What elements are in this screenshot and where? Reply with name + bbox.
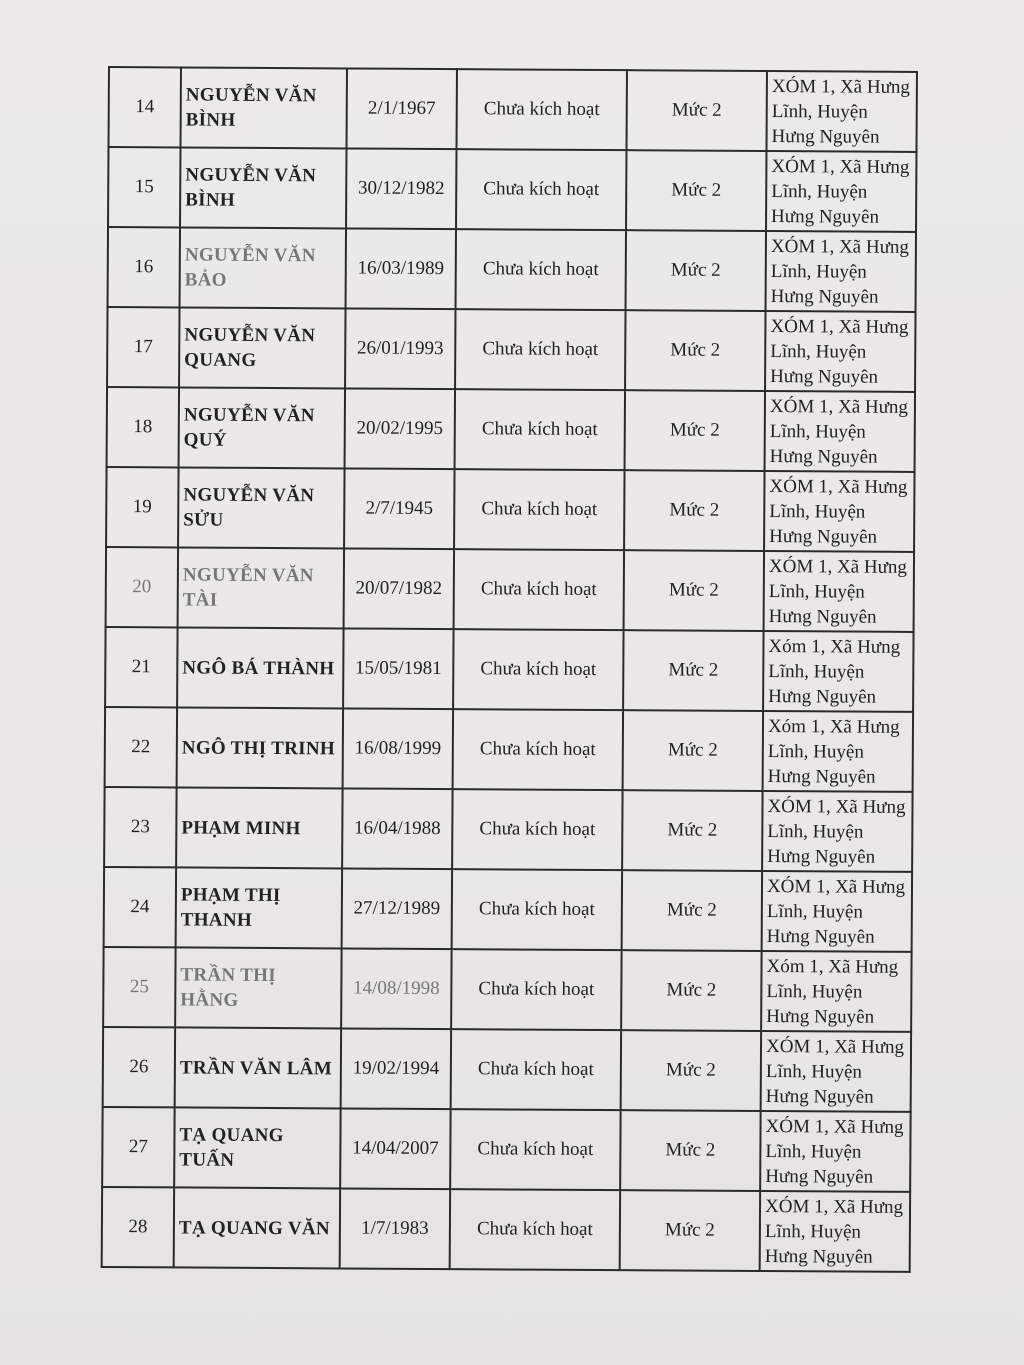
account-level: Mức 2 xyxy=(624,470,764,551)
table-row xyxy=(104,787,912,872)
row-number: 15 xyxy=(108,147,180,227)
citizen-table xyxy=(101,66,918,1273)
account-level: Mức 2 xyxy=(626,70,766,151)
activation-status: Chưa kích hoạt xyxy=(451,1029,621,1110)
address: XÓM 1, Xã Hưng Lĩnh, Huyện Hưng Nguyên xyxy=(766,151,916,232)
table-row xyxy=(103,947,911,1032)
activation-status: Chưa kích hoạt xyxy=(455,389,625,470)
full-name: TẠ QUANG TUẤN xyxy=(174,1107,340,1188)
account-level: Mức 2 xyxy=(621,1030,761,1111)
table-row xyxy=(107,387,915,472)
table-row xyxy=(106,467,914,552)
full-name: NGUYỄN VĂN TÀI xyxy=(178,547,344,628)
full-name: TRẦN THỊ HẰNG xyxy=(175,947,341,1028)
activation-status: Chưa kích hoạt xyxy=(450,1189,620,1270)
row-number: 28 xyxy=(102,1187,174,1267)
date-of-birth: 20/07/1982 xyxy=(344,548,454,629)
table-row xyxy=(102,1187,910,1272)
row-number: 19 xyxy=(106,467,178,547)
date-of-birth: 1/7/1983 xyxy=(340,1188,450,1269)
table-row xyxy=(108,147,916,232)
table-row xyxy=(105,627,913,712)
activation-status: Chưa kích hoạt xyxy=(452,869,622,950)
address: XÓM 1, Xã Hưng Lĩnh, Huyện Hưng Nguyên xyxy=(765,391,915,472)
account-level: Mức 2 xyxy=(625,390,765,471)
row-number: 14 xyxy=(109,67,181,147)
address: XÓM 1, Xã Hưng Lĩnh, Huyện Hưng Nguyên xyxy=(766,231,916,312)
full-name: NGUYỄN VĂN BÌNH xyxy=(181,67,347,148)
full-name: NGÔ THỊ TRINH xyxy=(177,707,343,788)
activation-status: Chưa kích hoạt xyxy=(456,229,626,310)
full-name: TRẦN VĂN LÂM xyxy=(175,1027,341,1108)
activation-status: Chưa kích hoạt xyxy=(454,549,624,630)
row-number: 26 xyxy=(103,1027,175,1107)
date-of-birth: 14/08/1998 xyxy=(341,948,451,1029)
activation-status: Chưa kích hoạt xyxy=(451,949,621,1030)
activation-status: Chưa kích hoạt xyxy=(453,709,623,790)
full-name: NGUYỄN VĂN QUÝ xyxy=(179,387,345,468)
date-of-birth: 16/08/1999 xyxy=(343,708,453,789)
row-number: 24 xyxy=(104,867,176,947)
full-name: NGÔ BÁ THÀNH xyxy=(177,627,343,708)
date-of-birth: 27/12/1989 xyxy=(342,868,452,949)
full-name: NGUYỄN VĂN SỬU xyxy=(178,467,344,548)
date-of-birth: 16/03/1989 xyxy=(346,228,456,309)
date-of-birth: 16/04/1988 xyxy=(342,788,452,869)
date-of-birth: 14/04/2007 xyxy=(340,1108,450,1189)
activation-status: Chưa kích hoạt xyxy=(456,69,626,150)
table-row xyxy=(107,307,915,392)
account-level: Mức 2 xyxy=(621,950,761,1031)
account-level: Mức 2 xyxy=(626,150,766,231)
address: XÓM 1, Xã Hưng Lĩnh, Huyện Hưng Nguyên xyxy=(762,871,912,952)
table-row xyxy=(103,1027,911,1112)
full-name: PHẠM THỊ THANH xyxy=(176,867,342,948)
account-level: Mức 2 xyxy=(620,1190,760,1271)
row-number: 21 xyxy=(105,627,177,707)
address: Xóm 1, Xã Hưng Lĩnh, Huyện Hưng Nguyên xyxy=(761,951,911,1032)
activation-status: Chưa kích hoạt xyxy=(453,629,623,710)
account-level: Mức 2 xyxy=(620,1110,760,1191)
row-number: 23 xyxy=(104,787,176,867)
row-number: 25 xyxy=(103,947,175,1027)
activation-status: Chưa kích hoạt xyxy=(454,469,624,550)
row-number: 27 xyxy=(102,1107,174,1187)
table-row xyxy=(105,707,913,792)
activation-status: Chưa kích hoạt xyxy=(452,789,622,870)
account-level: Mức 2 xyxy=(622,790,762,871)
full-name: NGUYỄN VĂN BÌNH xyxy=(180,147,346,228)
account-level: Mức 2 xyxy=(623,630,763,711)
address: XÓM 1, Xã Hưng Lĩnh, Huyện Hưng Nguyên xyxy=(764,471,914,552)
full-name: NGUYỄN VĂN QUANG xyxy=(179,307,345,388)
activation-status: Chưa kích hoạt xyxy=(456,149,626,230)
table-row xyxy=(102,1107,910,1192)
address: Xóm 1, Xã Hưng Lĩnh, Huyện Hưng Nguyên xyxy=(763,631,913,712)
row-number: 16 xyxy=(108,227,180,307)
activation-status: Chưa kích hoạt xyxy=(455,309,625,390)
account-level: Mức 2 xyxy=(625,310,765,391)
full-name: TẠ QUANG VĂN xyxy=(174,1187,340,1268)
citizen-list-sheet xyxy=(101,66,918,1273)
row-number: 20 xyxy=(106,547,178,627)
account-level: Mức 2 xyxy=(624,550,764,631)
full-name: NGUYỄN VĂN BẢO xyxy=(180,227,346,308)
account-level: Mức 2 xyxy=(626,230,766,311)
address: XÓM 1, Xã Hưng Lĩnh, Huyện Hưng Nguyên xyxy=(765,311,915,392)
address: XÓM 1, Xã Hưng Lĩnh, Huyện Hưng Nguyên xyxy=(766,71,916,152)
activation-status: Chưa kích hoạt xyxy=(450,1109,620,1190)
date-of-birth: 20/02/1995 xyxy=(345,388,455,469)
date-of-birth: 19/02/1994 xyxy=(341,1028,451,1109)
address: Xóm 1, Xã Hưng Lĩnh, Huyện Hưng Nguyên xyxy=(763,711,913,792)
date-of-birth: 30/12/1982 xyxy=(346,148,456,229)
address: XÓM 1, Xã Hưng Lĩnh, Huyện Hưng Nguyên xyxy=(761,1031,911,1112)
table-row xyxy=(106,547,914,632)
date-of-birth: 2/7/1945 xyxy=(344,468,454,549)
date-of-birth: 26/01/1993 xyxy=(345,308,455,389)
address: XÓM 1, Xã Hưng Lĩnh, Huyện Hưng Nguyên xyxy=(764,551,914,632)
row-number: 17 xyxy=(107,307,179,387)
row-number: 18 xyxy=(107,387,179,467)
date-of-birth: 2/1/1967 xyxy=(347,68,457,149)
row-number: 22 xyxy=(105,707,177,787)
address: XÓM 1, Xã Hưng Lĩnh, Huyện Hưng Nguyên xyxy=(762,791,912,872)
table-row xyxy=(109,67,917,152)
account-level: Mức 2 xyxy=(623,710,763,791)
full-name: PHẠM MINH xyxy=(176,787,342,868)
address: XÓM 1, Xã Hưng Lĩnh, Huyện Hưng Nguyên xyxy=(760,1111,910,1192)
account-level: Mức 2 xyxy=(622,870,762,951)
table-row xyxy=(104,867,912,952)
date-of-birth: 15/05/1981 xyxy=(343,628,453,709)
table-row xyxy=(108,227,916,312)
citizen-table-body xyxy=(102,67,917,1272)
address: XÓM 1, Xã Hưng Lĩnh, Huyện Hưng Nguyên xyxy=(760,1191,910,1272)
